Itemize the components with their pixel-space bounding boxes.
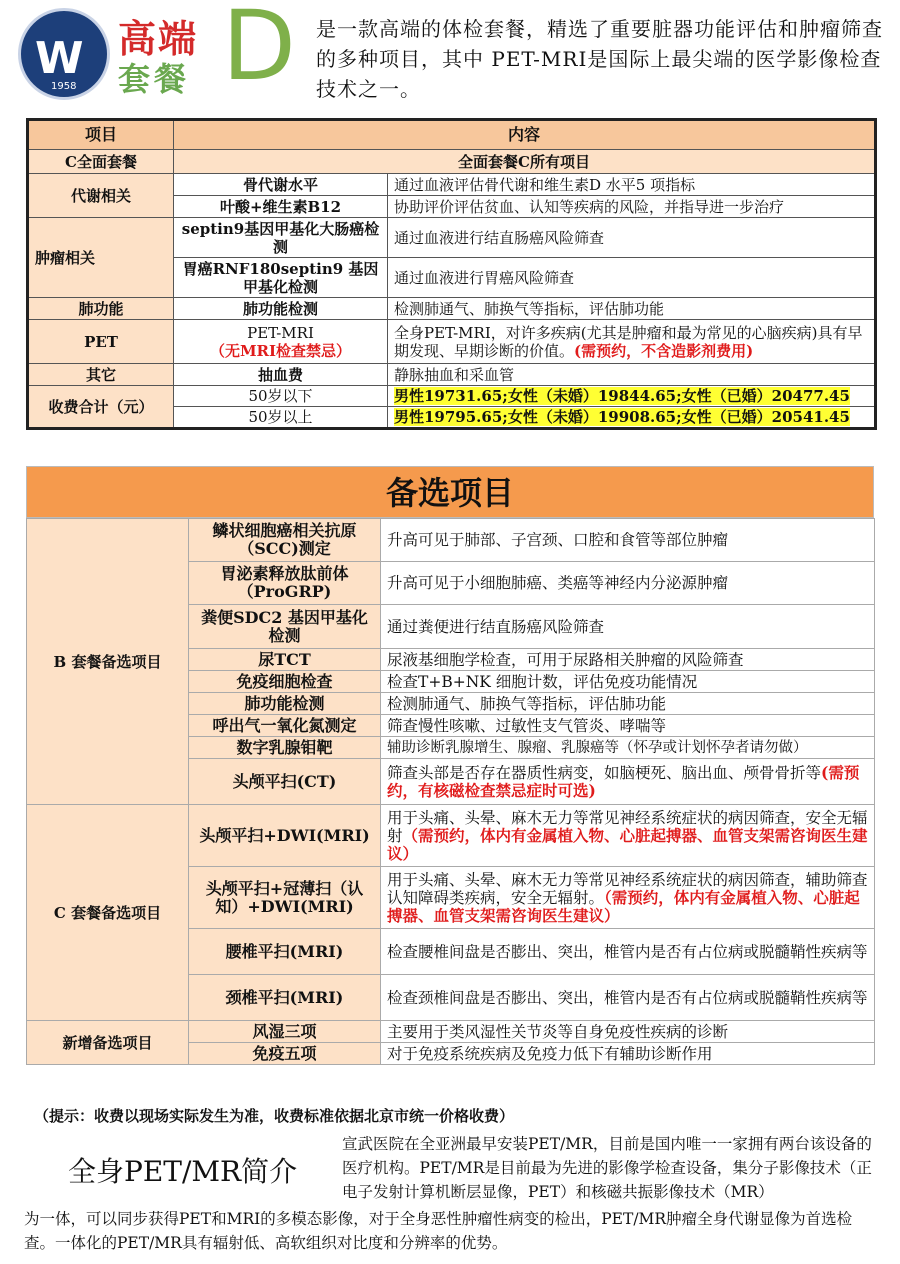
- package-letter: D: [222, 0, 296, 102]
- item-desc: 通过血液进行胃癌风险筛查: [388, 258, 876, 298]
- item-name: 风湿三项: [189, 1021, 381, 1043]
- fee-price: 男性19795.65;女性（未婚）19908.65;女性（已婚）20541.45: [394, 408, 850, 426]
- desc-text: 筛查头部是否存在器质性病变，如脑梗死、脑出血、颅骨骨折等: [387, 763, 822, 782]
- row-content: 全面套餐C所有项目: [174, 150, 876, 174]
- item-desc: 升高可见于肺部、子宫颈、口腔和食管等部位肿瘤: [381, 519, 875, 562]
- item-desc: [381, 867, 875, 929]
- table-header-row: [28, 120, 876, 150]
- item-desc: [388, 320, 876, 364]
- fee-price: 男性19731.65;女性（未婚）19844.65;女性（已婚）20477.45: [394, 387, 850, 405]
- item-name: 胃泌素释放肽前体（ProGRP): [189, 562, 381, 605]
- group-label-pet: PET: [28, 320, 174, 364]
- item-desc: 检查腰椎间盘是否膨出、突出，椎管内是否有占位病或脱髓鞘性疾病等: [381, 929, 875, 975]
- item-desc: 静脉抽血和采血管: [388, 364, 876, 386]
- fee-cell: [388, 386, 876, 407]
- item-desc: 通过血液评估骨代谢和维生素D 水平5 项指标: [388, 174, 876, 196]
- item-name: septin9基因甲基化大肠癌检测: [174, 218, 388, 258]
- brand-line2: 套餐: [118, 60, 191, 98]
- brand-line1: 高端: [118, 17, 199, 61]
- item-name: 肺功能检测: [174, 298, 388, 320]
- item-desc: 筛查慢性咳嗽、过敏性支气管炎、哮喘等: [381, 715, 875, 737]
- table-row: [28, 298, 876, 320]
- group-label-new: 新增备选项目: [27, 1021, 189, 1065]
- pet-intro-text-2: 为一体，可以同步获得PET和MRI的多模态影像，对于全身恶性肿瘤性病变的检出，PET/MR肿瘤全身代谢显像为首选检查。一体化的PET/MR具有辐射低、高软组织对比度和分辨率的优势。: [24, 1210, 853, 1252]
- fee-age: 50岁以下: [174, 386, 388, 407]
- item-name: 免疫细胞检查: [189, 671, 381, 693]
- group-label-tumor: 肿瘤相关: [28, 218, 174, 298]
- item-desc: 辅助诊断乳腺增生、腺瘤、乳腺癌等（怀孕或计划怀孕者请勿做）: [381, 737, 875, 759]
- desc-note: （需预约，体内有金属植入物、心脏起搏器、血管支架需咨询医生建议）: [387, 887, 860, 925]
- group-label-b: B 套餐备选项目: [27, 519, 189, 805]
- item-desc: 升高可见于小细胞肺癌、类癌等神经内分泌源肿瘤: [381, 562, 875, 605]
- desc-note: （需预约，体内有金属植入物、心脏起搏器、血管支架需咨询医生建议）: [387, 825, 868, 863]
- item-name: 胃癌RNF180septin9 基因甲基化检测: [174, 258, 388, 298]
- table-row: [27, 805, 875, 867]
- pet-name-note: （无MRI检查禁忌）: [209, 341, 352, 360]
- table-row: [28, 150, 876, 174]
- item-desc: [381, 805, 875, 867]
- item-name: 颈椎平扫(MRI): [189, 975, 381, 1021]
- item-desc: [381, 759, 875, 805]
- item-name: 呼出气一氧化氮测定: [189, 715, 381, 737]
- item-name: 免疫五项: [189, 1043, 381, 1065]
- group-label-fees: 收费合计（元）: [28, 386, 174, 429]
- item-name: 数字乳腺钼靶: [189, 737, 381, 759]
- item-desc: 通过血液进行结直肠癌风险筛查: [388, 218, 876, 258]
- group-label-other: 其它: [28, 364, 174, 386]
- item-name: 鳞状细胞癌相关抗原（SCC)测定: [189, 519, 381, 562]
- table-row: [28, 174, 876, 196]
- item-desc: 通过粪便进行结直肠癌风险筛查: [381, 605, 875, 649]
- group-label-metabolic: 代谢相关: [28, 174, 174, 218]
- logo-year: 1958: [51, 81, 77, 92]
- table-row: [28, 218, 876, 258]
- pet-name: PET-MRI: [247, 323, 314, 342]
- item-desc: 检测肺通气、肺换气等指标，评估肺功能: [381, 693, 875, 715]
- fee-cell: [388, 407, 876, 429]
- fee-age: 50岁以上: [174, 407, 388, 429]
- item-desc: 检查T+B+NK 细胞计数，评估免疫功能情况: [381, 671, 875, 693]
- item-name: 粪便SDC2 基因甲基化检测: [189, 605, 381, 649]
- item-name: 尿TCT: [189, 649, 381, 671]
- pet-desc-note: (需预约，不含造影剂费用): [574, 341, 754, 360]
- item-name: 头颅平扫+DWI(MRI): [189, 805, 381, 867]
- pet-desc: 全身PET-MRI，对许多疾病(尤其是肿瘤和最为常见的心脑疾病)具有早期发现、早期诊断的价值。: [394, 323, 863, 360]
- pet-section-title: 全身PET/MR简介: [68, 1155, 298, 1188]
- item-desc: 主要用于类风湿性关节炎等自身免疫性疾病的诊断: [381, 1021, 875, 1043]
- main-package-table: [26, 118, 877, 430]
- pet-intro-text-1: 宣武医院在全亚洲最早安装PET/MR，目前是国内唯一一家拥有两台该设备的医疗机构。PET/MR是目前最为先进的影像学检查设备，集分子影像技术（正电子发射计算机断层显像，PET）和核磁共振影像技术（MR）: [342, 1135, 872, 1201]
- desc-text: 用于头痛、头晕、麻木无力等常见神经系统症状的病因筛查，辅助筛查认知障碍类疾病，安全无辐射。: [387, 870, 868, 907]
- group-label-c: C 套餐备选项目: [27, 805, 189, 1021]
- optional-items-table: [26, 518, 875, 1065]
- fee-tip: （提示：收费以现场实际发生为准，收费标准依据北京市统一价格收费）: [34, 1107, 515, 1125]
- table-row: [28, 386, 876, 407]
- table-row: [27, 519, 875, 562]
- item-name: 腰椎平扫(MRI): [189, 929, 381, 975]
- item-desc: 对于免疫系统疾病及免疫力低下有辅助诊断作用: [381, 1043, 875, 1065]
- item-desc: 检测肺通气、肺换气等指标，评估肺功能: [388, 298, 876, 320]
- table-row: [28, 364, 876, 386]
- desc-text: 用于头痛、头晕、麻木无力等常见神经系统症状的病因筛查，安全无辐射: [387, 808, 868, 845]
- table-row: [28, 320, 876, 364]
- item-desc: 检查颈椎间盘是否膨出、突出，椎管内是否有占位病或脱髓鞘性疾病等: [381, 975, 875, 1021]
- table-row: [27, 1021, 875, 1043]
- group-label-lung: 肺功能: [28, 298, 174, 320]
- item-desc: 尿液基细胞学检查，可用于尿路相关肿瘤的风险筛查: [381, 649, 875, 671]
- logo-w-icon: W: [35, 33, 84, 84]
- item-desc: 协助评价评估贫血、认知等疾病的风险，并指导进一步治疗: [388, 196, 876, 218]
- desc-note: (需预约，有核磁检查禁忌症时可选): [387, 762, 860, 800]
- item-name: 抽血费: [174, 364, 388, 386]
- intro-text: 是一款高端的体检套餐，精选了重要脏器功能评估和肿瘤筛查的多种项目，其中 PET-MRI是国际上最尖端的医学影像检查技术之一。: [316, 17, 883, 101]
- col-item-header: 项目: [28, 120, 174, 150]
- item-name: 头颅平扫+冠薄扫（认知）+DWI(MRI): [189, 867, 381, 929]
- optional-section-title: 备选项目: [26, 466, 874, 518]
- item-name: 叶酸+维生素B12: [174, 196, 388, 218]
- col-content-header: 内容: [174, 120, 876, 150]
- header: [0, 0, 900, 110]
- hospital-logo: [18, 8, 110, 100]
- item-name: 骨代谢水平: [174, 174, 388, 196]
- item-name: [174, 320, 388, 364]
- item-name: 头颅平扫(CT): [189, 759, 381, 805]
- row-label: C全面套餐: [28, 150, 174, 174]
- item-name: 肺功能检测: [189, 693, 381, 715]
